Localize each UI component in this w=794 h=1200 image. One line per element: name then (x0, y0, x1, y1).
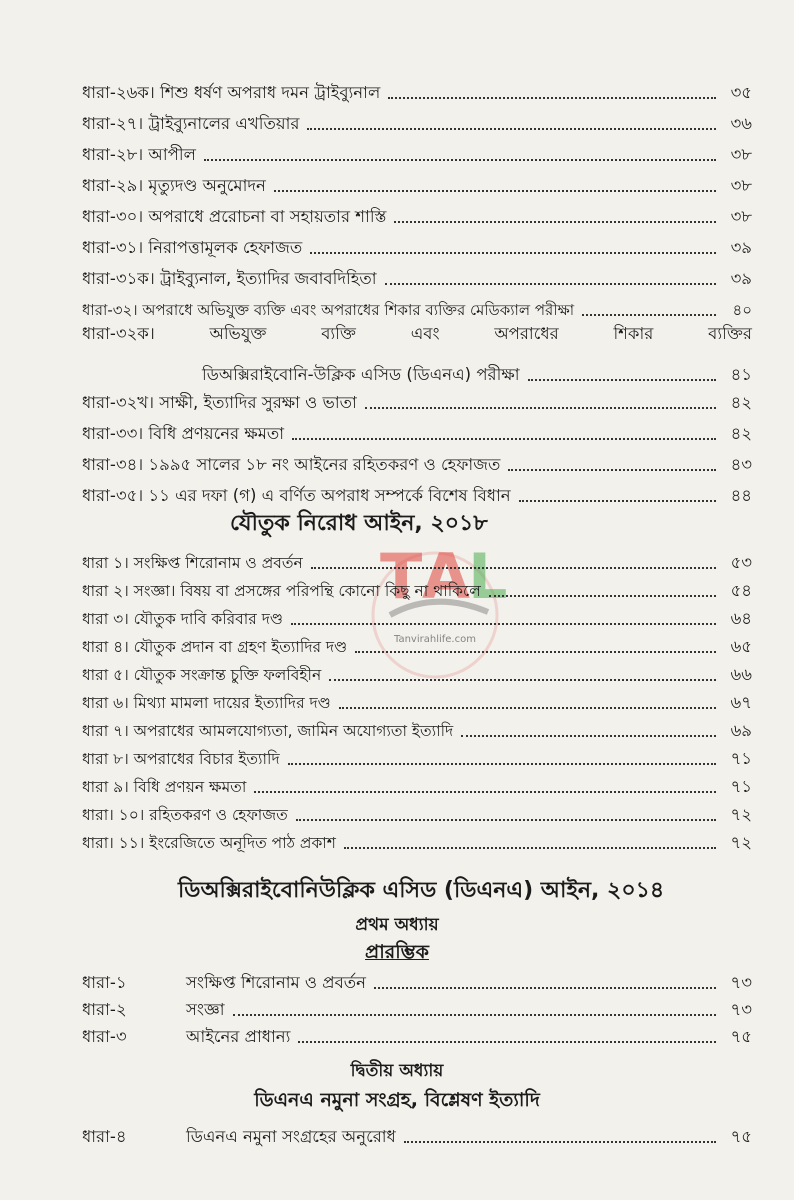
toc-row-title: ডিএনএ নমুনা সংগ্রহের অনুরোধ (186, 1127, 396, 1146)
toc-row (82, 797, 752, 825)
toc-row-label: ধারা-৩০। অপরাধে প্ররোচনা বা সহায়তার শাস্তি (82, 207, 387, 226)
leader-dots (204, 159, 716, 161)
svg-text:T: T (380, 540, 423, 613)
toc-row-page: ৭৩ (730, 973, 752, 992)
toc-row (82, 258, 752, 289)
toc-row (82, 825, 752, 853)
toc-row-label: ধারা। ১১। ইংরেজিতে অনূদিত পাঠ প্রকাশ (82, 834, 336, 852)
toc-section-women-children (82, 72, 752, 506)
toc-row-label: ধারা-২৭। ট্রাইব্যুনালের এখতিয়ার (82, 114, 300, 133)
toc-row-label: ধারা ১। সংক্ষিপ্ত শিরোনাম ও প্রবর্তন (82, 554, 303, 572)
leader-dots (582, 314, 716, 316)
leader-dots (339, 707, 716, 709)
leader-dots (254, 791, 716, 793)
toc-row-label (82, 1027, 290, 1047)
chapter-2-title: ডিএনএ নমুনা সংগ্রহ, বিশ্লেষণ ইত্যাদি (254, 1089, 540, 1111)
toc-row-label: ধারা-২৬ক। শিশু ধর্ষণ অপরাধ দমন ট্রাইব্যুনাল (82, 83, 381, 102)
toc-row (82, 103, 752, 134)
toc-row-label: ধারা। ১০। রহিতকরণ ও হেফাজত (82, 806, 288, 824)
toc-row (82, 165, 752, 196)
leader-dots (298, 1041, 716, 1043)
toc-row (82, 713, 752, 741)
toc-row-wrapped (82, 320, 752, 382)
toc-row (82, 1020, 752, 1047)
toc-row-page: ৬৬ (730, 665, 752, 684)
leader-dots (374, 987, 716, 989)
word: ধারা-৩২ক। (82, 324, 155, 343)
toc-row-label: ধারা-২৮। আপীল (82, 145, 196, 164)
toc-row-title: সংক্ষিপ্ত শিরোনাম ও প্রবর্তন (186, 973, 367, 992)
toc-row (82, 413, 752, 444)
toc-row (82, 1120, 752, 1147)
leader-dots (355, 651, 716, 653)
toc-row-page: ৭১ (730, 777, 752, 796)
toc-section-dowry (82, 545, 752, 853)
toc-row (82, 382, 752, 413)
toc-row-page: ৩৮ (730, 176, 752, 195)
toc-row-label: ধারা-৩১ক। ট্রাইব্যুনাল, ইত্যাদির জবাবদিহিতা (82, 269, 377, 288)
toc-row-page: ৩৬ (730, 114, 752, 133)
toc-row-page: ৪২ (730, 393, 752, 412)
toc-row (82, 573, 752, 601)
leader-dots (288, 763, 716, 765)
leader-dots (291, 623, 716, 625)
toc-row-page: ৭২ (730, 833, 752, 852)
leader-dots (528, 379, 717, 381)
toc-row (82, 993, 752, 1020)
leader-dots (310, 252, 716, 254)
toc-row-label: ধারা-২৯। মৃত্যুদণ্ড অনুমোদন (82, 176, 266, 195)
svg-text:L: L (468, 540, 508, 613)
toc-row-page: ৫৩ (730, 553, 752, 572)
toc-row-title: সংজ্ঞা (186, 1000, 225, 1019)
toc-row (82, 134, 752, 165)
toc-row (82, 545, 752, 573)
leader-dots (519, 500, 716, 502)
toc-row-title: আইনের প্রাধান্য (186, 1027, 291, 1046)
leader-dots (365, 407, 716, 409)
word: অভিযুক্ত (209, 324, 267, 343)
toc-row-label: ধারা ৩। যৌতুক দাবি করিবার দণ্ড (82, 610, 284, 628)
toc-row (82, 227, 752, 258)
leader-dots (394, 221, 716, 223)
toc-row (82, 657, 752, 685)
toc-row (82, 196, 752, 227)
leader-dots (307, 128, 716, 130)
leader-dots (508, 469, 716, 471)
watermark-text: Tanvirahlife.com (394, 634, 476, 645)
toc-row-page: ৩৯ (730, 238, 752, 257)
leader-dots (404, 1141, 716, 1143)
word: ব্যক্তির (708, 324, 752, 343)
leader-dots (274, 190, 716, 192)
word: এবং (410, 324, 440, 343)
chapter-1-label: প্রথম অধ্যায় (355, 915, 439, 935)
toc-row-label: ধারা ৫। যৌতুক সংক্রান্ত চুক্তি ফলবিহীন (82, 666, 322, 684)
toc-row-page: ৪৩ (730, 455, 752, 474)
word: শিকার (613, 324, 654, 343)
toc-row-code: ধারা-৩ (82, 1027, 127, 1046)
toc-row-page: ৩৯ (730, 269, 752, 288)
toc-row-label: ধারা ৯। বিধি প্রণয়ন ক্ষমতা (82, 778, 247, 796)
leader-dots (388, 97, 716, 99)
leader-dots (296, 819, 716, 821)
toc-row-page: ৭৫ (730, 1127, 752, 1146)
toc-row-label: ধারা ৭। অপরাধের আমলযোগ্যতা, জামিন অযোগ্যতা ইত্যাদি (82, 722, 454, 740)
toc-row-page: ৭৩ (730, 1000, 752, 1019)
toc-row-label: ধারা-৩৫। ১১ এর দফা (গ) এ বর্ণিত অপরাধ সম্পর্কে বিশেষ বিধান (82, 486, 511, 505)
toc-row-label: ধারা ৮। অপরাধের বিচার ইত্যাদি (82, 750, 280, 768)
toc-row-page: ৫৪ (730, 581, 752, 600)
toc-row-label: ধারা ২। সংজ্ঞা। বিষয় বা প্রসঙ্গের পরিপন্থি কোনো কিছু না থাকিলে (82, 582, 481, 600)
toc-row-label (82, 1000, 225, 1020)
toc-row (82, 289, 752, 320)
wrapped-line-2 (202, 354, 752, 385)
word: ব্যক্তি (321, 324, 356, 343)
section-heading-dowry: যৌতুক নিরোধ আইন, ২০১৮ (230, 511, 488, 536)
word: অপরাধের (494, 324, 559, 343)
toc-section-dna-ch2 (82, 1120, 752, 1147)
leader-dots (461, 735, 716, 737)
toc-row (82, 741, 752, 769)
svg-text:A: A (422, 540, 470, 613)
toc-row-page: ৭২ (730, 805, 752, 824)
toc-row-page: ৬৫ (730, 637, 752, 656)
toc-row-code: ধারা-৪ (82, 1127, 127, 1146)
toc-row-label (82, 973, 366, 993)
toc-row-code: ধারা-১ (82, 973, 127, 992)
toc-row (82, 966, 752, 993)
toc-row (82, 475, 752, 506)
leader-dots (329, 679, 716, 681)
toc-row-page: ৪১ (730, 365, 752, 384)
toc-row-page: ৬৯ (730, 721, 752, 740)
toc-row-page: ৪৪ (730, 486, 752, 505)
toc-row (82, 444, 752, 475)
toc-row-page: ৪২ (730, 424, 752, 443)
toc-row (82, 769, 752, 797)
toc-row (82, 72, 752, 103)
toc-row-label: ধারা-৩৩। বিধি প্রণয়নের ক্ষমতা (82, 424, 285, 443)
toc-row-label: ধারা-৩২। অপরাধে অভিযুক্ত ব্যক্তি এবং অপরাধের শিকার ব্যক্তির মেডিক্যাল পরীক্ষা (82, 301, 575, 319)
toc-row (82, 685, 752, 713)
toc-section-dna-ch1 (82, 966, 752, 1047)
toc-row-page: ৩৫ (730, 83, 752, 102)
toc-row-label: ধারা ৬। মিথ্যা মামলা দায়ের ইত্যাদির দণ্ড (82, 694, 331, 712)
leader-dots (385, 283, 716, 285)
leader-dots (311, 567, 716, 569)
toc-row-label: ধারা-৩৪। ১৯৯৫ সালের ১৮ নং আইনের রহিতকরণ ও হেফাজত (82, 455, 501, 474)
toc-row-label: ধারা ৪। যৌতুক প্রদান বা গ্রহণ ইত্যাদির দণ্ড (82, 638, 348, 656)
chapter-2-label: দ্বিতীয় অধ্যায় (350, 1061, 444, 1081)
toc-row-label (82, 1127, 396, 1147)
toc-row-page: ৪০ (732, 301, 752, 319)
toc-row (82, 601, 752, 629)
toc-row-page: ৭৫ (730, 1027, 752, 1046)
chapter-1-title-text: প্রারম্ভিক (365, 941, 429, 963)
leader-dots (292, 438, 716, 440)
toc-row-label: ডিঅক্সিরাইবোনি-উক্লিক এসিড (ডিএনএ) পরীক্ষা (202, 365, 520, 384)
toc-row-page: ৬৭ (730, 693, 752, 712)
toc-row-label: ধারা-৩২খ। সাক্ষী, ইত্যাদির সুরক্ষা ও ভাতা (82, 393, 357, 412)
leader-dots (233, 1014, 716, 1016)
toc-row-code: ধারা-২ (82, 1000, 127, 1019)
wrapped-line-1 (82, 324, 752, 344)
toc-row-page: ৬৪ (730, 609, 752, 628)
toc-row-label: ধারা-৩১। নিরাপত্তামূলক হেফাজত (82, 238, 303, 257)
section-heading-dna: ডিঅক্সিরাইবোনিউক্লিক এসিড (ডিএনএ) আইন, ২০১৪ (178, 878, 665, 903)
leader-dots (344, 847, 716, 849)
toc-row (82, 629, 752, 657)
toc-row-page: ৩৮ (730, 145, 752, 164)
leader-dots (489, 595, 716, 597)
toc-row-page: ৩৮ (730, 207, 752, 226)
toc-row-page: ৭১ (730, 749, 752, 768)
